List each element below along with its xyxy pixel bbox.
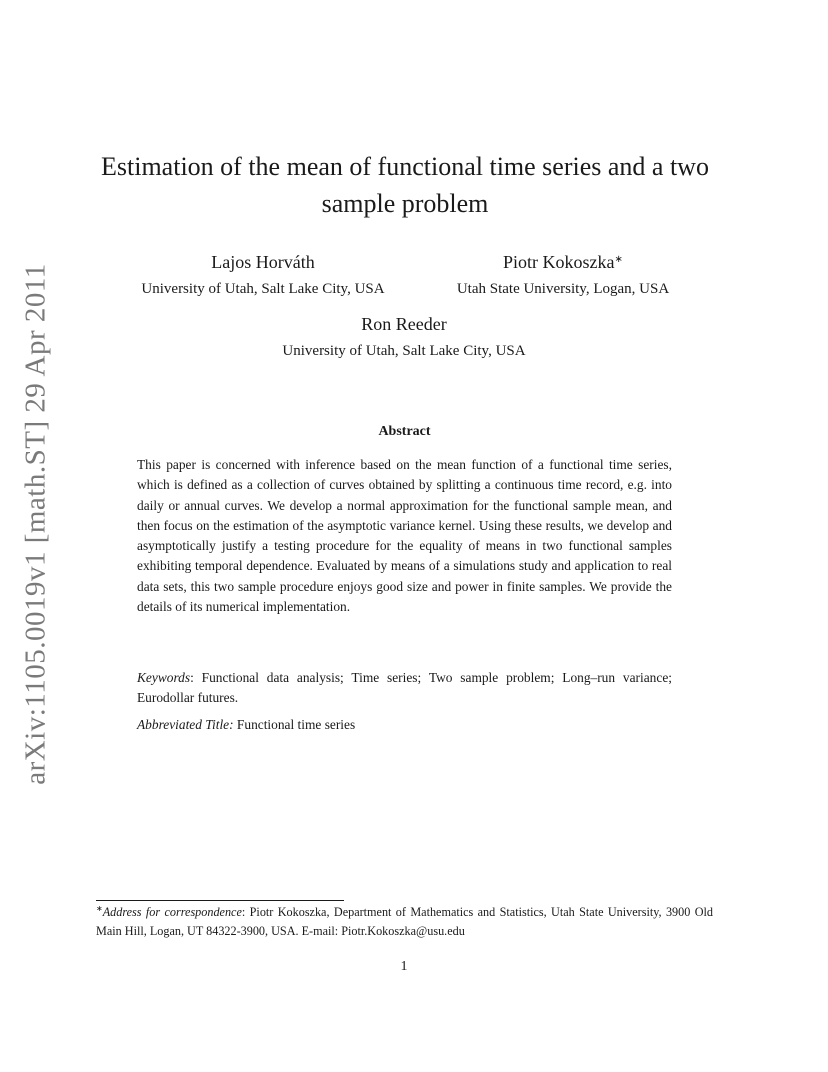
- footnote-rule: [96, 900, 344, 901]
- footnote-mark: ∗: [96, 904, 103, 913]
- author-block-reeder: [262, 313, 546, 361]
- keywords-paragraph: [137, 668, 672, 709]
- author-name: Ron Reeder: [361, 314, 447, 334]
- abstract-text: This paper is concerned with inference based on the mean function of a functional time series, which is defined as a collection of curves obtained by splitting a continuous time record, e.g. into daily or annual curves. We develop a normal approximation for the functional sample mean, and then focus on the estimation of the asymptotic variance kernel. Using these results, we develop and asymptotically justify a testing procedure for the equality of means in two functional samples exhibiting temporal dependence. Evaluated by means of a simulations study and application to real data sets, this two sample procedure enjoys good size and power in finite samples. We provide the details of its numerical implementation.: [137, 457, 672, 615]
- author-affiliation: University of Utah, Salt Lake City, USA: [282, 343, 526, 359]
- abstract-heading: Abstract: [378, 424, 431, 439]
- author-block-kokoszka: [438, 251, 688, 299]
- abbreviated-title: [137, 715, 672, 735]
- correspondence-footnote: [96, 903, 713, 940]
- paper-title: Estimation of the mean of functional time series and a two sample problem: [101, 152, 709, 218]
- abbreviated-title-label: Abbreviated Title:: [137, 717, 234, 732]
- footnote-label: Address for correspondence: [102, 905, 242, 919]
- author-block-horvath: [122, 251, 404, 299]
- page-number: 1: [400, 959, 408, 974]
- footnote-text: : Piotr Kokoszka, Department of Mathematics and Statistics, Utah State University, 3900 Old Main Hill, Logan, UT 84322-3900, USA. E-mail: Piotr.Kokoszka@usu.edu: [96, 905, 713, 938]
- keywords-text: : Functional data analysis; Time series; Two sample problem; Long–run variance; Eurodollar futures.: [137, 670, 672, 706]
- abbreviated-title-text: Functional time series: [233, 717, 356, 732]
- author-affiliation: Utah State University, Logan, USA: [456, 281, 670, 297]
- author-name: Piotr Kokoszka∗: [503, 252, 623, 272]
- keywords-label: Keywords: [137, 670, 191, 685]
- author-affiliation: University of Utah, Salt Lake City, USA: [141, 281, 385, 297]
- correspondence-mark: ∗: [614, 254, 623, 265]
- author-name: Lajos Horváth: [211, 252, 315, 272]
- arxiv-identifier-stamp: arXiv:1105.0019v1 [math.ST] 29 Apr 2011: [19, 263, 52, 785]
